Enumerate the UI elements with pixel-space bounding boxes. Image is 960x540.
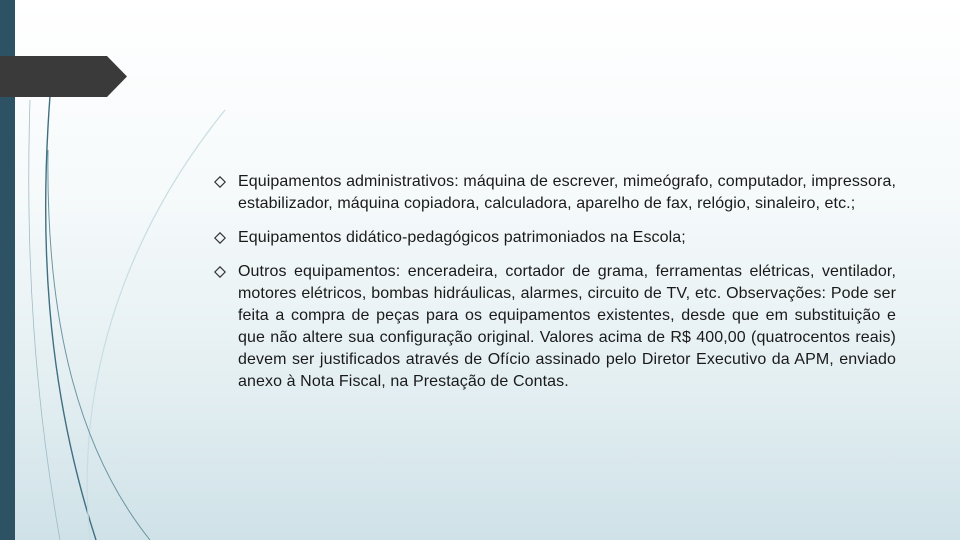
list-item — [214, 261, 896, 393]
bullet-list — [214, 171, 896, 405]
diamond-bullet-icon — [214, 261, 238, 283]
bullet-text: Equipamentos administrativos: máquina de escrever, mimeógrafo, computador, impressora, estabilizador, máquina copiadora, calculadora, aparelho de fax, relógio, sinaleiro, etc.; — [238, 173, 896, 212]
title-tab — [0, 56, 127, 97]
list-item — [214, 227, 896, 249]
diamond-bullet-icon — [214, 171, 238, 193]
bullet-text: Equipamentos didático-pedagógicos patrimoniados na Escola; — [238, 229, 686, 246]
diamond-bullet-icon — [214, 227, 238, 249]
list-item — [214, 171, 896, 215]
bullet-text: Outros equipamentos: enceradeira, cortador de grama, ferramentas elétricas, ventilador, motores elétricos, bombas hidráulicas, alarmes, circuito de TV, etc. Observações: Pode ser feita a compra de peças para os equipamentos existentes, desde que em substituição e que não altere sua configuração original. Valores acima de R$ 400,00 (quatrocentos reais) devem ser justificados através de Ofício assinado pelo Diretor Executivo da APM, enviado anexo à Nota Fiscal, na Prestação de Contas. — [238, 263, 896, 390]
